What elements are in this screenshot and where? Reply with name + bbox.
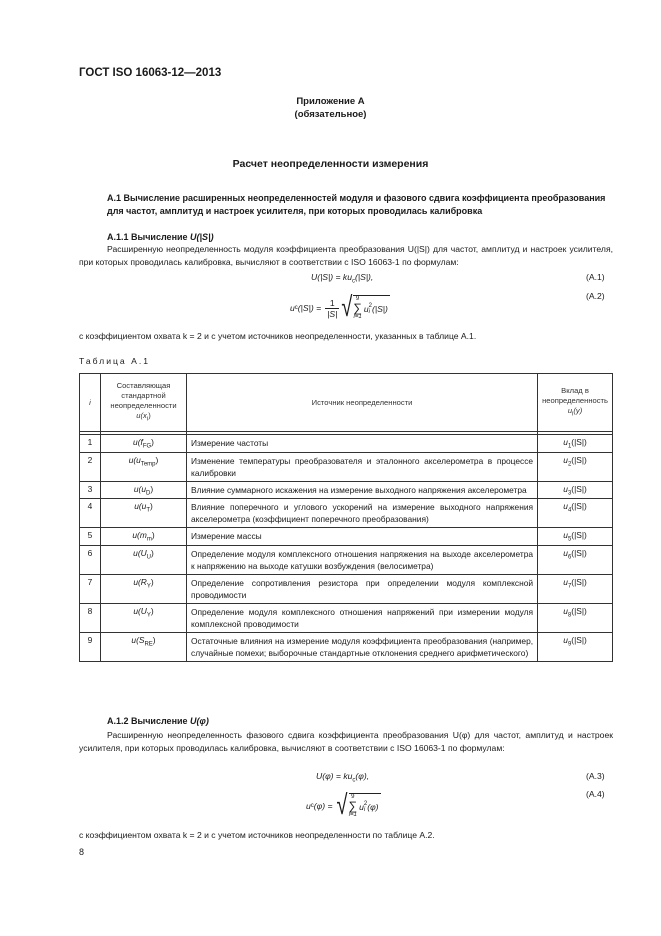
row-source: Изменение температуры преобразователя и эталонного акселерометра в процессе калибровки — [187, 452, 538, 481]
row-contribution — [538, 575, 613, 604]
row-component-sym: u(m — [132, 530, 147, 541]
row-contribution-sym: u — [563, 635, 568, 646]
header-component-sym-sub: i — [146, 416, 149, 423]
equation-a2-number: (А.2) — [586, 291, 605, 301]
row-source: Определение модуля комплексного отношения напряжений при измерении модуля комплексной проводимости — [187, 604, 538, 633]
header-component-sym-tail: ) — [148, 410, 151, 420]
appendix-subtitle: (обязательное) — [294, 109, 367, 120]
table-caption: Таблица А.1 — [79, 356, 150, 366]
row-component-sub: Temp — [140, 461, 156, 468]
row-contribution-tail: (|S|) — [571, 577, 587, 588]
equation-a3 — [316, 771, 369, 784]
eq4-sum-bottom: i=1 — [348, 812, 357, 818]
row-contribution-tail: (|S|) — [571, 606, 587, 617]
row-component-sym: u(R — [133, 577, 147, 588]
row-contribution-sym: u — [563, 501, 568, 512]
eq2-term-sub: i — [368, 308, 370, 315]
row-contribution-tail: (|S|) — [571, 635, 587, 646]
row-component — [101, 452, 187, 481]
equation-a4 — [306, 789, 381, 823]
row-component-tail: ) — [151, 530, 155, 541]
row-component-sub: T — [146, 508, 150, 515]
section-a11-heading — [107, 231, 607, 244]
eq4-sum-top: 9 — [351, 794, 355, 800]
row-index: 6 — [80, 546, 101, 575]
row-contribution-sub: 5 — [567, 537, 572, 544]
eq3-sub: c — [352, 777, 356, 784]
table-header-row — [80, 374, 613, 432]
table-row — [80, 575, 613, 604]
row-contribution — [538, 499, 613, 528]
eq2-term-tail: (|S|) — [371, 303, 388, 314]
eq4-term: u — [359, 801, 364, 812]
row-contribution-sym: u — [563, 437, 568, 447]
row-contribution-sub: 6 — [567, 554, 572, 561]
equation-a1 — [311, 272, 373, 285]
header-contribution-sym: u — [567, 405, 573, 415]
eq2-term: u — [363, 303, 369, 314]
row-component-tail: ) — [152, 635, 156, 646]
row-contribution-sym: u — [563, 606, 568, 617]
table-body — [80, 435, 613, 662]
eq3-tail: (φ), — [355, 771, 370, 781]
row-component-sub: D — [145, 490, 151, 497]
row-contribution — [538, 528, 613, 546]
row-contribution — [538, 452, 613, 481]
eq2-sum — [353, 296, 362, 321]
eq2-left-tail: (|S|) = — [297, 303, 322, 313]
row-component-sub: FG — [142, 443, 152, 450]
row-source: Влияние поперечного и углового ускорений на измерение выходного напряжения акселерометра (коэффициент поперечного преобразования) — [187, 499, 538, 528]
row-source: Остаточные влияния на измерение модуля коэффициента преобразования (например, случайные помехи; выборочные стандартные отклонения среднего арифметического) — [187, 633, 538, 662]
header-i: i — [80, 374, 101, 432]
row-index: 4 — [80, 499, 101, 528]
section-a11-symbol: U(|S|) — [190, 232, 214, 242]
row-source: Измерение массы — [187, 528, 538, 546]
row-source: Определение модуля комплексного отношения напряжения на выходе акселерометра к напряжению на выходе катушки возбуждения (велосиметра) — [187, 546, 538, 575]
row-contribution-tail: (|S|) — [571, 530, 587, 541]
equation-a2 — [290, 291, 390, 325]
table-row — [80, 435, 613, 453]
row-contribution-sym: u — [563, 454, 568, 465]
equation-a1-number: (А.1) — [586, 272, 605, 282]
eq4-sum — [349, 794, 358, 819]
header-component — [101, 374, 187, 432]
row-contribution-tail: (|S|) — [571, 454, 587, 465]
row-contribution-tail: (|S|) — [571, 483, 587, 494]
header-contribution-label: Вклад в неопределенность — [542, 385, 608, 405]
section-a12-after: с коэффициентом охвата k = 2 и с учетом источников неопределенности по таблице А.2. — [79, 830, 435, 840]
row-component — [101, 633, 187, 662]
header-contribution-sym-tail: (y) — [573, 405, 583, 415]
row-component-sub: RE — [144, 641, 153, 648]
eq1-main: U(|S|) = ku — [311, 272, 352, 282]
row-component-tail: ) — [155, 454, 159, 465]
table-row — [80, 528, 613, 546]
eq4-radicand — [349, 793, 381, 819]
eq4-left-tail: (φ) = — [313, 801, 333, 811]
row-index: 8 — [80, 604, 101, 633]
row-component-sym: u(u — [128, 454, 141, 465]
row-contribution-sub: 4 — [567, 508, 572, 515]
row-contribution-sym: u — [563, 577, 568, 588]
section-a12-paragraph: Расширенную неопределенность фазового сдвига коэффициента преобразования U(φ) для частот, амплитуд и настроек усилителя, при которых проводилась калибровка, вычисляют в соответствии с ISO 16063-1 по формулам: — [79, 730, 613, 753]
eq2-radicand — [353, 295, 390, 321]
row-contribution-sub: 2 — [567, 461, 572, 468]
header-contribution-sym-sub: i — [572, 411, 574, 418]
eq4-term-sup: 2 — [363, 800, 368, 807]
section-a12-heading — [107, 715, 607, 728]
section-a1-heading: А.1 Вычисление расширенных неопределенностей модуля и фазового сдвига коэффициента преобразования для частот, амплитуд и настроек усилителя, при которых проводилась калибровка — [107, 193, 606, 216]
row-component — [101, 481, 187, 499]
row-component-sub: Y — [146, 612, 151, 619]
table-row — [80, 499, 613, 528]
row-component — [101, 575, 187, 604]
equation-a4-number: (А.4) — [586, 789, 605, 799]
eq4-term-sub: i — [363, 806, 366, 813]
row-index: 3 — [80, 481, 101, 499]
eq3-main: U(φ) = ku — [316, 771, 353, 781]
row-contribution-sub: 8 — [567, 612, 572, 619]
sqrt-icon: √ — [336, 789, 348, 821]
row-contribution-sub: 7 — [567, 583, 572, 590]
row-component-tail: ) — [150, 483, 154, 494]
row-component-sym: u(u — [134, 501, 147, 512]
page-title: Расчет неопределенности измерения — [232, 158, 429, 170]
sigma-icon: ∑ — [348, 799, 358, 813]
eq2-left-sub: c — [294, 305, 298, 311]
eq1-tail: (|S|), — [355, 272, 374, 282]
eq4-left: u — [306, 801, 311, 811]
eq2-sum-bottom: i=1 — [353, 314, 362, 320]
eq1-sub: c — [352, 278, 355, 285]
row-component-tail: ) — [151, 437, 154, 447]
row-source: Определение сопротивления резистора при определении модуля комплексной проводимости — [187, 575, 538, 604]
sigma-icon: ∑ — [353, 301, 362, 315]
header-component-sym: u(x — [136, 410, 147, 420]
eq2-left: u — [290, 303, 295, 313]
row-source: Измерение частоты — [187, 435, 538, 453]
page-number: 8 — [79, 847, 85, 857]
row-component — [101, 546, 187, 575]
row-component-tail: ) — [150, 606, 154, 617]
row-index: 7 — [80, 575, 101, 604]
table-row — [80, 546, 613, 575]
row-source: Влияние суммарного искажения на измерение выходного напряжения акселерометра — [187, 481, 538, 499]
uncertainty-table — [79, 373, 613, 662]
row-contribution — [538, 435, 613, 453]
row-component-sub: Y — [146, 583, 151, 590]
row-index: 2 — [80, 452, 101, 481]
section-a11-prefix: А.1.1 Вычисление — [107, 232, 191, 242]
row-contribution-tail: (|S|) — [571, 501, 587, 512]
row-index: 9 — [80, 633, 101, 662]
eq2-sum-top: 9 — [355, 296, 360, 302]
eq4-left-sub: c — [310, 803, 314, 809]
table-row — [80, 604, 613, 633]
row-component — [101, 499, 187, 528]
row-component-tail: ) — [149, 501, 153, 512]
row-index: 5 — [80, 528, 101, 546]
equation-a3-number: (А.3) — [586, 771, 605, 781]
row-component — [101, 435, 187, 453]
row-contribution-sub: 1 — [567, 443, 572, 450]
appendix-title: Приложение А — [296, 96, 365, 107]
row-contribution-sym: u — [563, 548, 568, 559]
row-contribution-sub: 9 — [567, 641, 572, 648]
row-component-sym: u(S — [131, 635, 145, 646]
sqrt-icon: √ — [341, 291, 353, 323]
eq2-frac-denominator: |S| — [327, 308, 338, 319]
header-component-label: Составляющая стандартной неопределенности — [110, 380, 177, 410]
table-row — [80, 452, 613, 481]
row-contribution — [538, 481, 613, 499]
row-component-sym: u(U — [133, 606, 147, 617]
row-component — [101, 604, 187, 633]
row-contribution-sub: 3 — [567, 490, 572, 497]
row-component-sym: u(u — [133, 483, 146, 494]
document-header: ГОСТ ISO 16063-12—2013 — [79, 67, 222, 79]
row-contribution — [538, 633, 613, 662]
section-a12-prefix: А.1.2 Вычисление — [107, 716, 191, 726]
table-row — [80, 633, 613, 662]
header-contribution — [538, 374, 613, 432]
row-contribution-sym: u — [563, 483, 568, 494]
row-contribution — [538, 546, 613, 575]
row-index: 1 — [80, 435, 101, 453]
row-component-sub: U — [146, 554, 152, 561]
row-component-sym: u(f — [133, 437, 143, 447]
section-a12-symbol: U(φ) — [190, 716, 209, 726]
row-component-tail: ) — [151, 548, 154, 559]
row-contribution-tail: (|S|) — [571, 548, 587, 559]
row-component-sym: u(U — [133, 548, 147, 559]
row-contribution-sym: u — [563, 530, 568, 541]
row-contribution-tail: (|S|) — [571, 437, 587, 447]
row-contribution — [538, 604, 613, 633]
header-source: Источник неопределенности — [187, 374, 538, 432]
row-component-sub: m — [146, 537, 152, 544]
section-a11-paragraph: Расширенную неопределенность модуля коэффициента преобразования U(|S|) для частот, амплитуд и настроек усилителя, при которых проводилась калибровка, вычисляют в соответствии с ISO 16063-1 по формулам: — [79, 244, 613, 267]
section-a11-after: с коэффициентом охвата k = 2 и с учетом источников неопределенности, указанных в таблице А.1. — [79, 331, 477, 341]
eq4-term-tail: (φ) — [367, 801, 379, 812]
eq2-frac-numerator: 1 — [325, 298, 339, 309]
row-component-tail: ) — [150, 577, 154, 588]
eq2-term-sup: 2 — [368, 302, 372, 309]
table-row — [80, 481, 613, 499]
row-component — [101, 528, 187, 546]
eq2-fraction — [325, 298, 339, 319]
